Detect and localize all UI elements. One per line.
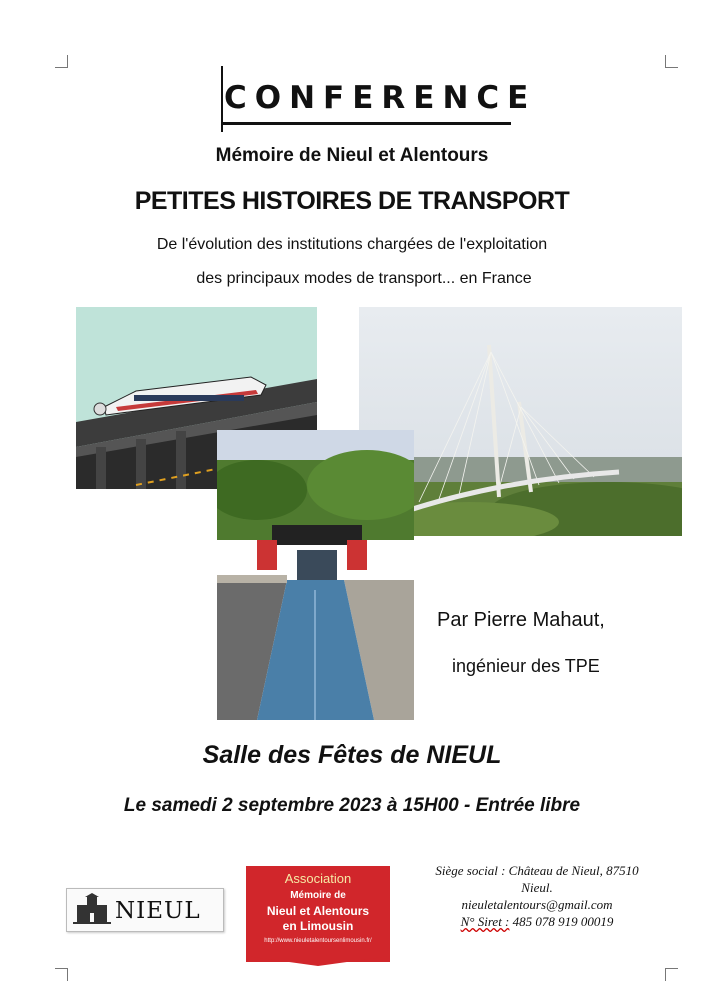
speaker-name: Par Pierre Mahaut,	[437, 609, 605, 631]
crop-mark-bottom-left	[55, 968, 68, 981]
address-line-1: Siège social : Château de Nieul, 87510	[435, 863, 639, 878]
event-venue: Salle des Fêtes de NIEUL	[202, 741, 502, 769]
association-name-line-2: Nieul et Alentours	[266, 904, 370, 918]
castle-icon	[73, 893, 111, 927]
crop-mark-top-left	[55, 55, 68, 68]
organizer-name: Mémoire de Nieul et Alentours	[215, 145, 489, 166]
contact-block	[412, 862, 662, 930]
title-underline	[221, 122, 511, 125]
siret-label: N° Siret :	[460, 914, 510, 929]
conference-title: CONFERENCE	[224, 80, 537, 116]
description-line-1: De l'évolution des institutions chargées de l'exploitation	[156, 236, 548, 253]
association-url: http://www.nieuletalentoursenlimousin.fr/	[264, 938, 372, 944]
crop-mark-top-right	[665, 55, 678, 68]
contact-email: nieuletalentours@gmail.com	[461, 897, 613, 912]
association-name-line-3: en Limousin	[282, 919, 354, 933]
address-line-2: Nieul.	[521, 880, 553, 895]
page-title: PETITES HISTOIRES DE TRANSPORT	[134, 187, 570, 215]
nieul-logo-text: NIEUL	[115, 898, 201, 924]
siret-line	[412, 913, 662, 930]
nieul-logo	[66, 888, 224, 932]
association-banner-tail	[246, 956, 390, 966]
association-name-line-1: Mémoire de	[290, 890, 346, 901]
speaker-role: ingénieur des TPE	[452, 656, 600, 676]
association-logo	[246, 866, 390, 962]
siret-value: 485 078 919 00019	[509, 914, 614, 929]
event-date: Le samedi 2 septembre 2023 à 15H00 - Entrée libre	[123, 795, 581, 816]
crop-mark-bottom-right	[665, 968, 678, 981]
association-label: Association	[284, 871, 352, 886]
description-line-2: des principaux modes de transport... en France	[196, 270, 532, 287]
canal-lock-photo	[217, 430, 414, 720]
